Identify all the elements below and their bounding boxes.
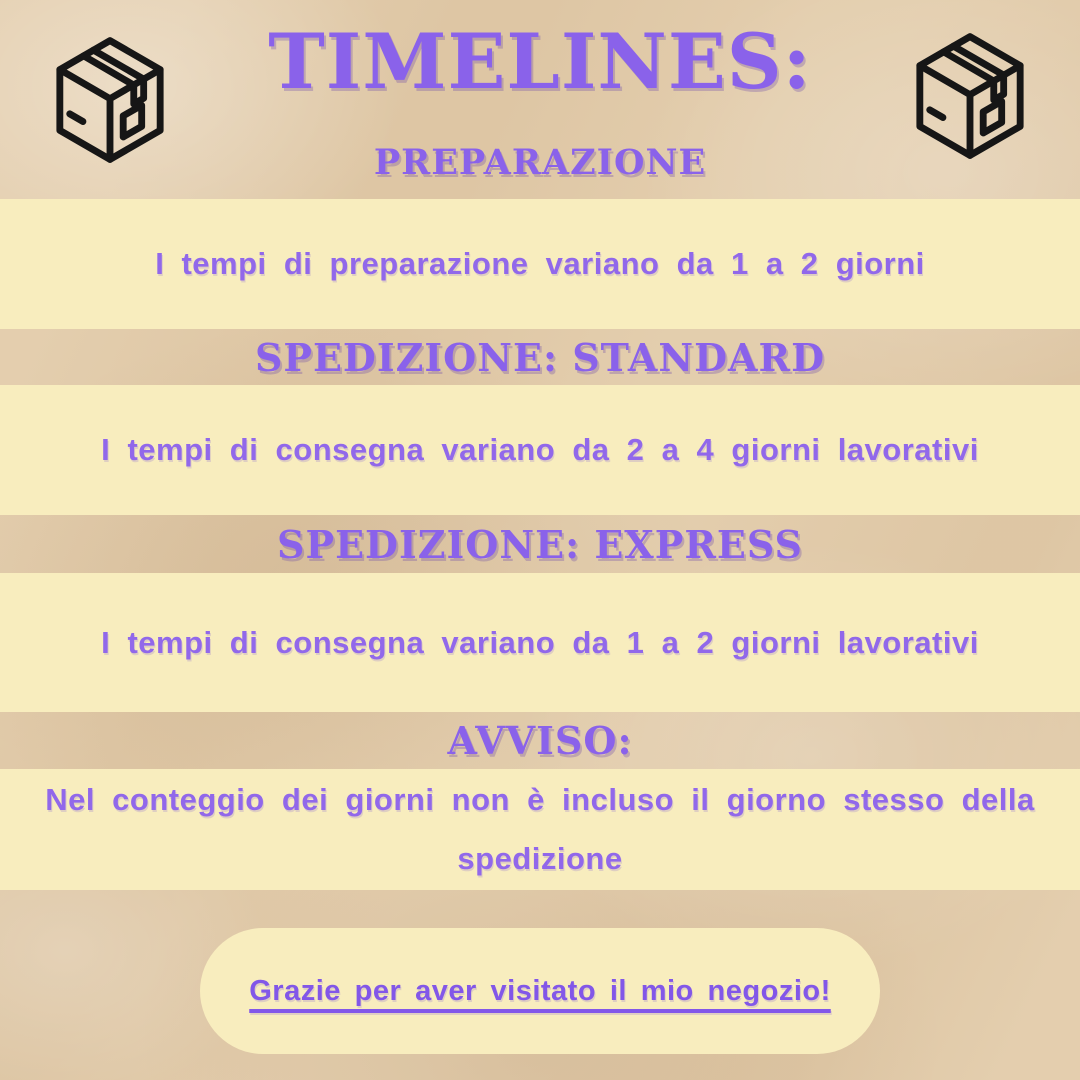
section-heading-express: SPEDIZIONE: EXPRESS <box>277 521 803 567</box>
standard-body-text: I tempi di consegna variano da 2 a 4 giorni lavorativi <box>101 432 979 468</box>
section-heading-avviso: AVVISO: <box>447 718 633 763</box>
standard-heading-strip <box>0 329 1080 385</box>
thank-you-message: Grazie per aver visitato il mio negozio! <box>249 974 831 1007</box>
express-body-text: I tempi di consegna variano da 1 a 2 giorni lavorativi <box>101 624 979 660</box>
section-heading-preparazione: PREPARAZIONE <box>373 142 707 183</box>
express-body-band <box>0 573 1080 712</box>
section-heading-standard: SPEDIZIONE: STANDARD <box>254 334 826 380</box>
express-heading-strip <box>0 515 1080 573</box>
page-title: TIMELINES: <box>268 17 812 106</box>
notice-heading-strip <box>0 712 1080 769</box>
preparation-body-text: I tempi di preparazione variano da 1 a 2 giorni <box>155 246 925 282</box>
shipping-box-icon <box>904 28 1036 164</box>
preparation-body-band <box>0 199 1080 329</box>
thank-you-pill <box>200 928 880 1054</box>
standard-body-band <box>0 385 1080 515</box>
notice-body-band <box>0 769 1080 890</box>
notice-body-text: Nel conteggio dei giorni non è incluso il giorno stesso della spedizione <box>45 781 1035 876</box>
